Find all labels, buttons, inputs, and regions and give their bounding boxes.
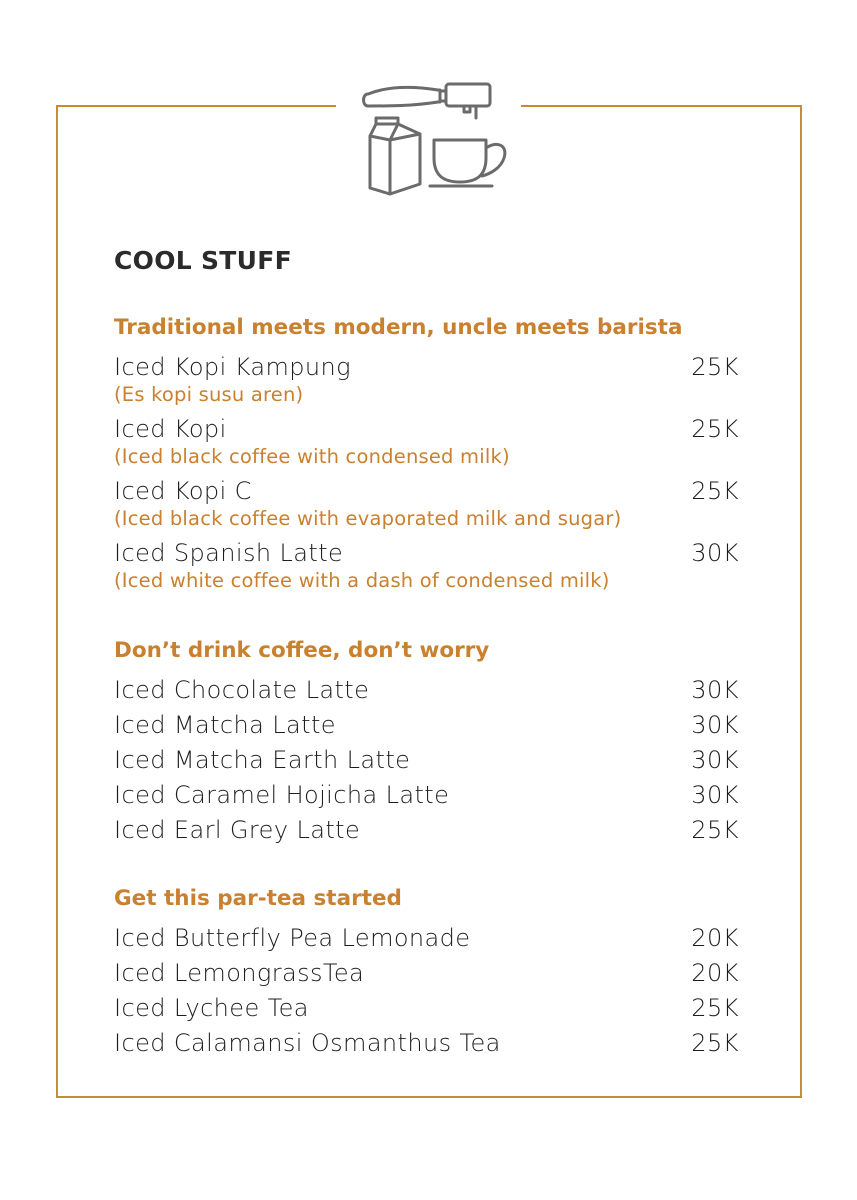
item-price: 20K (691, 924, 739, 952)
item-price: 30K (691, 781, 739, 809)
item-price: 25K (691, 415, 739, 443)
item-description: (Iced white coffee with a dash of condensed milk) (114, 569, 610, 592)
item-name: Iced Matcha Latte (114, 711, 336, 739)
item-name: Iced LemongrassTea (114, 959, 365, 987)
coffee-logo (358, 78, 518, 198)
item-name: Iced Lychee Tea (114, 994, 309, 1022)
item-price: 20K (691, 959, 739, 987)
coffee-cup-icon (430, 140, 505, 186)
frame-border-bottom (56, 1096, 802, 1098)
item-price: 25K (691, 353, 739, 381)
menu-item (114, 476, 739, 532)
menu-item (114, 1026, 739, 1061)
section-heading: Get this par-tea started (114, 886, 402, 911)
menu-item (114, 352, 739, 408)
section-heading: Don’t drink coffee, don’t worry (114, 638, 490, 663)
menu-item (114, 813, 739, 848)
menu-item (114, 538, 739, 594)
frame-border-left (56, 105, 58, 1098)
item-name: Iced Kopi Kampung (114, 353, 351, 381)
item-name: Iced Kopi (114, 415, 227, 443)
item-description: (Iced black coffee with evaporated milk and sugar) (114, 507, 622, 530)
menu-item (114, 991, 739, 1026)
menu-title: COOL STUFF (114, 246, 292, 275)
item-price: 25K (691, 816, 739, 844)
menu-item (114, 921, 739, 956)
item-name: Iced Kopi C (114, 477, 252, 505)
item-name: Iced Spanish Latte (114, 539, 344, 567)
menu-section-non-coffee (114, 637, 739, 848)
milk-carton-icon (370, 118, 420, 194)
portafilter-icon (364, 84, 491, 118)
item-price: 30K (691, 746, 739, 774)
menu-item (114, 743, 739, 778)
item-name: Iced Chocolate Latte (114, 676, 370, 704)
menu-item (114, 956, 739, 991)
item-description: (Es kopi susu aren) (114, 383, 304, 406)
frame-border-top-left (56, 105, 336, 107)
menu-item (114, 673, 739, 708)
frame-border-top-right (521, 105, 802, 107)
menu-section-tea (114, 885, 739, 1061)
menu-item (114, 778, 739, 813)
frame-border-right (800, 105, 802, 1098)
item-price: 30K (691, 539, 739, 567)
item-price: 25K (691, 994, 739, 1022)
item-price: 25K (691, 1029, 739, 1057)
section-heading: Traditional meets modern, uncle meets barista (114, 315, 683, 340)
item-price: 30K (691, 711, 739, 739)
item-name: Iced Butterfly Pea Lemonade (114, 924, 471, 952)
item-price: 25K (691, 477, 739, 505)
item-name: Iced Earl Grey Latte (114, 816, 361, 844)
item-name: Iced Calamansi Osmanthus Tea (114, 1029, 501, 1057)
item-price: 30K (691, 676, 739, 704)
item-description: (Iced black coffee with condensed milk) (114, 445, 510, 468)
menu-item (114, 708, 739, 743)
item-name: Iced Caramel Hojicha Latte (114, 781, 450, 809)
menu-item (114, 414, 739, 470)
menu-section-coffee (114, 314, 739, 600)
item-name: Iced Matcha Earth Latte (114, 746, 411, 774)
